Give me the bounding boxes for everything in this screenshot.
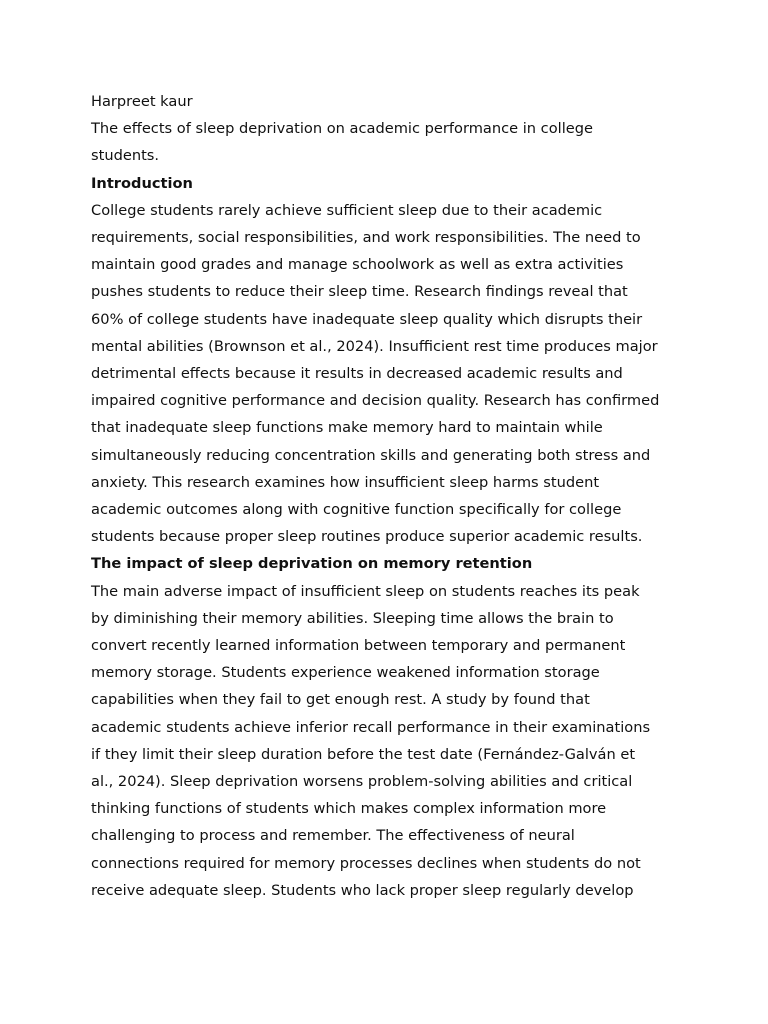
paragraph-line: simultaneously reducing concentration skills and generating both stress and [91, 446, 651, 464]
paragraph-line: 60% of college students have inadequate sleep quality which disrupts their [91, 310, 643, 328]
section-introduction [91, 170, 683, 551]
paragraph-line: pushes students to reduce their sleep time. Research findings reveal that [91, 283, 628, 301]
paragraph [91, 197, 683, 551]
paragraph [91, 578, 683, 904]
paragraph-line: by diminishing their memory abilities. Sleeping time allows the brain to [91, 609, 614, 627]
paragraph-line: academic students achieve inferior recall performance in their examinations [91, 718, 651, 736]
paragraph-line: mental abilities (Brownson et al., 2024). Insufficient rest time produces major [91, 337, 658, 355]
paragraph-line: College students rarely achieve sufficient sleep due to their academic [91, 201, 603, 219]
paragraph-line: impaired cognitive performance and decision quality. Research has confirmed [91, 392, 660, 410]
paragraph-line: requirements, social responsibilities, and work responsibilities. The need to [91, 229, 641, 247]
paragraph-line: if they limit their sleep duration before the test date (Fernández-Galván et [91, 745, 636, 763]
paragraph-line: memory storage. Students experience weakened information storage [91, 664, 600, 682]
paragraph-line: receive adequate sleep. Students who lack proper sleep regularly develop [91, 881, 634, 899]
document-body [91, 88, 683, 904]
paragraph-line: convert recently learned information between temporary and permanent [91, 637, 626, 655]
paragraph-line: anxiety. This research examines how insufficient sleep harms student [91, 473, 600, 491]
section-memory-retention [91, 550, 683, 904]
paragraph-line: connections required for memory processes declines when students do not [91, 854, 641, 872]
paragraph-line: detrimental effects because it results in decreased academic results and [91, 365, 623, 383]
paragraph-line: al., 2024). Sleep deprivation worsens problem-solving abilities and critical [91, 773, 633, 791]
paragraph-line: challenging to process and remember. The effectiveness of neural [91, 827, 575, 845]
paragraph-line: students because proper sleep routines produce superior academic results. [91, 528, 643, 546]
paragraph-line: that inadequate sleep functions make memory hard to maintain while [91, 419, 603, 437]
paragraph-line: capabilities when they fail to get enough rest. A study by found that [91, 691, 590, 709]
section-heading: Introduction [91, 174, 193, 192]
author-name: Harpreet kaur [91, 93, 193, 110]
title-line: The effects of sleep deprivation on academic performance in college [91, 120, 593, 138]
section-heading: The impact of sleep deprivation on memory retention [91, 555, 533, 573]
document-title [91, 115, 683, 169]
paragraph-line: academic outcomes along with cognitive function specifically for college [91, 501, 622, 519]
paragraph-line: maintain good grades and manage schoolwork as well as extra activities [91, 256, 624, 274]
title-line: students. [91, 147, 160, 165]
paragraph-line: The main adverse impact of insufficient sleep on students reaches its peak [91, 582, 640, 600]
paragraph-line: thinking functions of students which makes complex information more [91, 800, 607, 818]
